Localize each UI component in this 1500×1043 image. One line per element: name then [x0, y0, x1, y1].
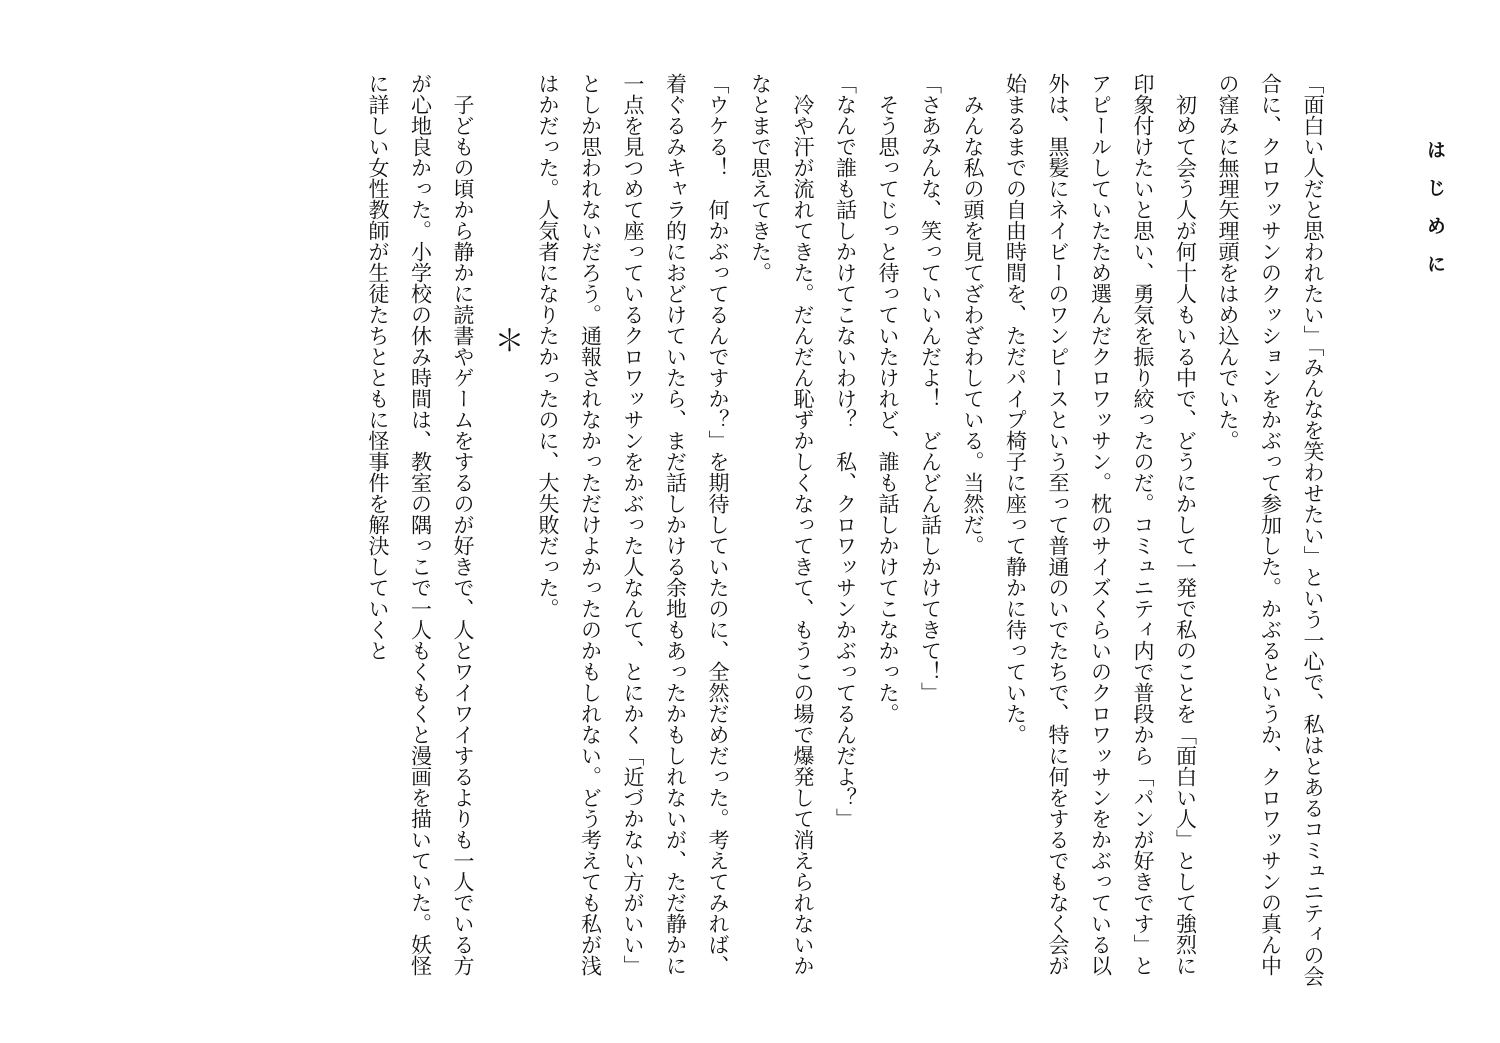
- paragraph: 冷や汗が流れてきた。だんだん恥ずかしくなってきて、もうこの場で爆発して消えられないかなとまで思えてきた。: [748, 73, 815, 976]
- section-separator: ＊: [488, 325, 524, 355]
- paragraph: そう思ってじっと待っていたけれど、誰も話しかけてこなかった。: [876, 94, 900, 724]
- paragraph: みんな私の頭を見てざわざわしている。当然だ。: [961, 94, 985, 556]
- paragraph: 「ウケる！ 何かぶってるんですか？」を期待していたのに、全然だめだった。考えてみれば、着ぐるみキャラ的におどけていたら、まだ話しかける余地もあったかもしれないが、ただ静かに一点を見つめて座っているクロワッサンをかぶった人なんて、とにかく「近づかない方がいい」としか思われないだろう。通報されなかっただけよかったのかもしれない。どう考えても私が浅はかだった。人気者になりたかったのに、大失敗だった。: [536, 73, 730, 976]
- paragraph: 「なんで誰も話しかけてこないわけ？ 私、クロワッサンかぶってるんだよ？」: [833, 73, 858, 829]
- paragraph: 初めて会う人が何十人もいる中で、どうにかして一発で私のことを「面白い人」として強烈に印象付けたいと思い、勇気を振り絞ったのだ。コミュニティ内で普段から「パンが好きです」とアピールしていたため選んだクロワッサン。枕のサイズくらいのクロワッサンをかぶっている以外は、黒髪にネイビーのワンピースという至って普通のいでたちで、特に何をするでもなく会が始まるまでの自由時間を、ただパイプ椅子に座って静かに待っていた。: [1003, 73, 1198, 976]
- paragraph: 「面白い人だと思われたい」「みんなを笑わせたい」という一心で、私はとあるコミュニティの会合に、クロワッサンのクッションをかぶって参加した。かぶるというか、クロワッサンの真ん中の窪みに無理矢理頭をはめ込んでいた。: [1216, 73, 1325, 987]
- vertical-body-text: [357, 73, 1335, 993]
- paragraph: 子どもの頃から静かに読書やゲームをするのが好きで、人とワイワイするよりも一人でいる方が心地良かった。小学校の休み時間は、教室の隅っこで一人もくもくと漫画を描いていた。妖怪に詳しい女性教師が生徒たちとともに怪事件を解決していくと: [366, 73, 475, 976]
- paragraph: 「さあみんな、笑っていいんだよ！ どんどん話しかけてきて！」: [918, 73, 943, 703]
- chapter-heading: はじめに: [1424, 140, 1446, 292]
